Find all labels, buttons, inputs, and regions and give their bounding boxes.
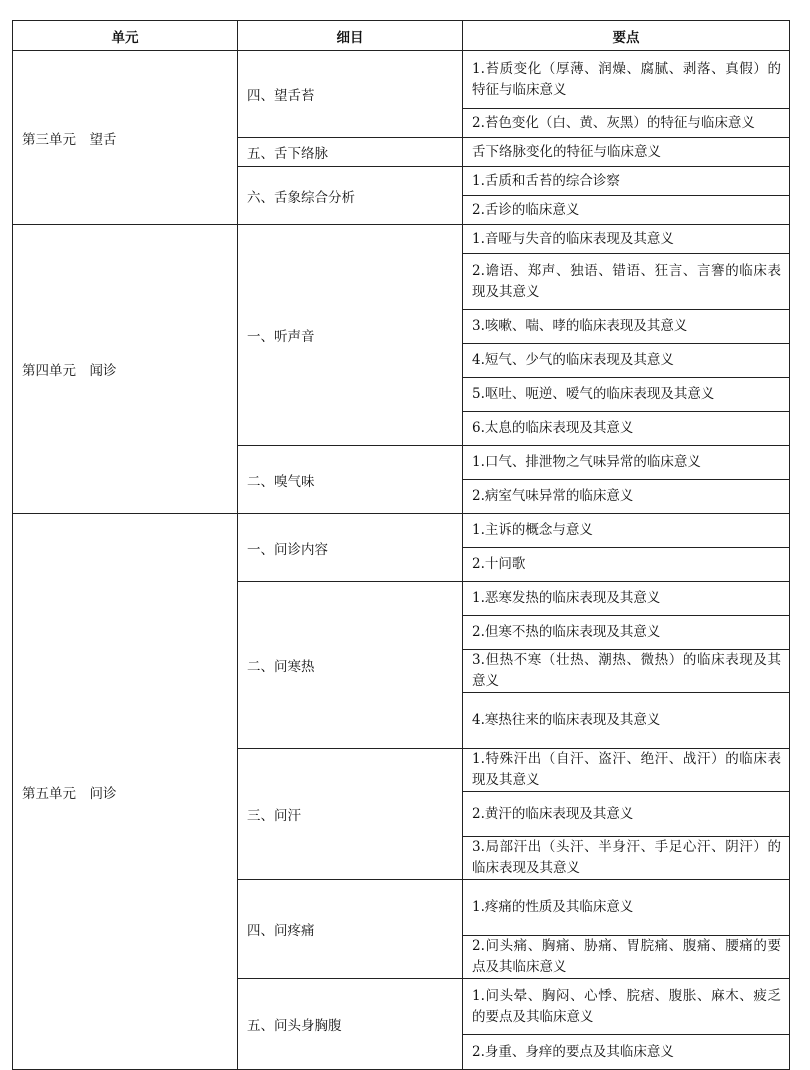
item-cell: 一、听声音 — [238, 225, 463, 446]
table-body — [13, 51, 790, 1070]
table-row — [13, 225, 790, 254]
point-cell: 1.苔质变化（厚薄、润燥、腐腻、剥落、真假）的特征与临床意义 — [463, 51, 790, 109]
item-cell: 四、问疼痛 — [238, 880, 463, 979]
item-cell: 四、望舌苔 — [238, 51, 463, 138]
unit-cell: 第三单元 望舌 — [13, 51, 238, 225]
point-cell: 舌下络脉变化的特征与临床意义 — [463, 138, 790, 167]
item-cell: 三、问汗 — [238, 749, 463, 880]
point-cell: 1.主诉的概念与意义 — [463, 514, 790, 548]
point-cell: 1.口气、排泄物之气味异常的临床意义 — [463, 446, 790, 480]
header-item: 细目 — [238, 21, 463, 51]
header-point: 要点 — [463, 21, 790, 51]
point-cell: 2.病室气味异常的临床意义 — [463, 480, 790, 514]
item-cell: 二、嗅气味 — [238, 446, 463, 514]
point-cell: 3.局部汗出（头汗、半身汗、手足心汗、阴汗）的临床表现及其意义 — [463, 837, 790, 880]
point-cell: 1.音哑与失音的临床表现及其意义 — [463, 225, 790, 254]
point-cell: 2.苔色变化（白、黄、灰黑）的特征与临床意义 — [463, 109, 790, 138]
point-cell: 3.但热不寒（壮热、潮热、微热）的临床表现及其意义 — [463, 650, 790, 693]
item-cell: 六、舌象综合分析 — [238, 167, 463, 225]
syllabus-table — [12, 20, 790, 1070]
point-cell: 4.短气、少气的临床表现及其意义 — [463, 344, 790, 378]
item-cell: 五、舌下络脉 — [238, 138, 463, 167]
unit-cell: 第四单元 闻诊 — [13, 225, 238, 514]
point-cell: 3.咳嗽、喘、哮的临床表现及其意义 — [463, 310, 790, 344]
point-cell: 2.黄汗的临床表现及其意义 — [463, 792, 790, 837]
point-cell: 1.特殊汗出（自汗、盗汗、绝汗、战汗）的临床表现及其意义 — [463, 749, 790, 792]
point-cell: 2.谵语、郑声、独语、错语、狂言、言謇的临床表现及其意义 — [463, 254, 790, 310]
item-cell: 二、问寒热 — [238, 582, 463, 749]
table-row — [13, 51, 790, 109]
point-cell: 2.十问歌 — [463, 548, 790, 582]
point-cell: 1.恶寒发热的临床表现及其意义 — [463, 582, 790, 616]
unit-cell: 第五单元 问诊 — [13, 514, 238, 1070]
point-cell: 2.身重、身痒的要点及其临床意义 — [463, 1035, 790, 1070]
point-cell: 5.呕吐、呃逆、嗳气的临床表现及其意义 — [463, 378, 790, 412]
header-unit: 单元 — [13, 21, 238, 51]
point-cell: 4.寒热往来的临床表现及其意义 — [463, 693, 790, 749]
point-cell: 2.舌诊的临床意义 — [463, 196, 790, 225]
point-cell: 2.但寒不热的临床表现及其意义 — [463, 616, 790, 650]
point-cell: 2.问头痛、胸痛、胁痛、胃脘痛、腹痛、腰痛的要点及其临床意义 — [463, 936, 790, 979]
point-cell: 1.舌质和舌苔的综合诊察 — [463, 167, 790, 196]
point-cell: 1.疼痛的性质及其临床意义 — [463, 880, 790, 936]
item-cell: 一、问诊内容 — [238, 514, 463, 582]
item-cell: 五、问头身胸腹 — [238, 979, 463, 1070]
table-row — [13, 514, 790, 548]
point-cell: 1.问头晕、胸闷、心悸、脘痞、腹胀、麻木、疲乏的要点及其临床意义 — [463, 979, 790, 1035]
table-header — [13, 21, 790, 51]
point-cell: 6.太息的临床表现及其意义 — [463, 412, 790, 446]
